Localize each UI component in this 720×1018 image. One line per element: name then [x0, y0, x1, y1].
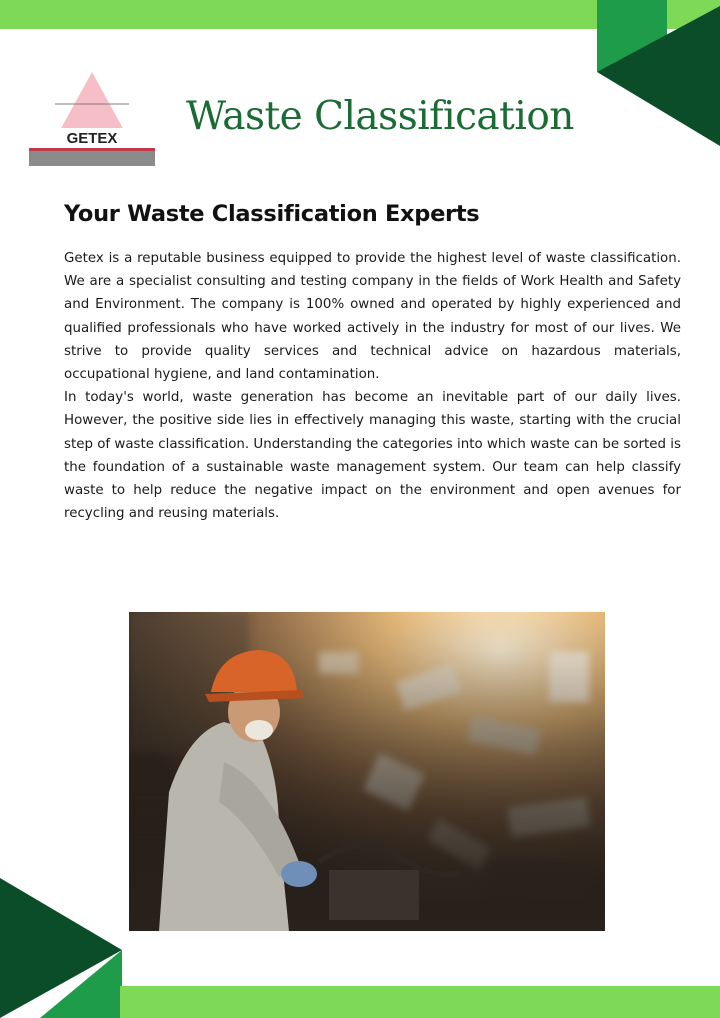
logo-triangle: [59, 72, 125, 132]
section-heading: Your Waste Classification Experts: [64, 201, 480, 227]
paragraph-intro: Getex is a reputable business equipped to provide the highest level of waste classification. We are a specialist consulting and testing company in the fields of Work Health and Safety and Environment. The company is 100% owned and operated by highly experienced and qualified professionals who have worked actively in the industry for most of our lives. We strive to provide quality services and technical advice on hazardous materials, occupational hygiene, and land contamination.: [64, 251, 681, 383]
body-text: [64, 247, 681, 525]
paragraph-waste: In today's world, waste generation has become an inevitable part of our daily lives. However, the positive side lies in effectively managing this waste, starting with the crucial step of waste classification. Understanding the categories into which waste can be sorted is the foundation of a sustainable waste management system. Our team can help classify waste to help reduce the negative impact on the environment and open avenues for recycling and reusing materials.: [64, 390, 681, 522]
getex-logo: [29, 68, 155, 166]
logo-grey-band: [29, 151, 155, 166]
logo-red-stripe: [29, 148, 155, 151]
bottom-accent-bar: [120, 986, 720, 1018]
worker-photo-illustration: [129, 612, 605, 931]
page-title: Waste Classification: [186, 94, 574, 139]
worker-photo: [129, 612, 605, 931]
bottom-left-decoration: [0, 878, 122, 1018]
logo-text: GETEX: [66, 130, 118, 147]
top-right-decoration: [597, 0, 720, 146]
